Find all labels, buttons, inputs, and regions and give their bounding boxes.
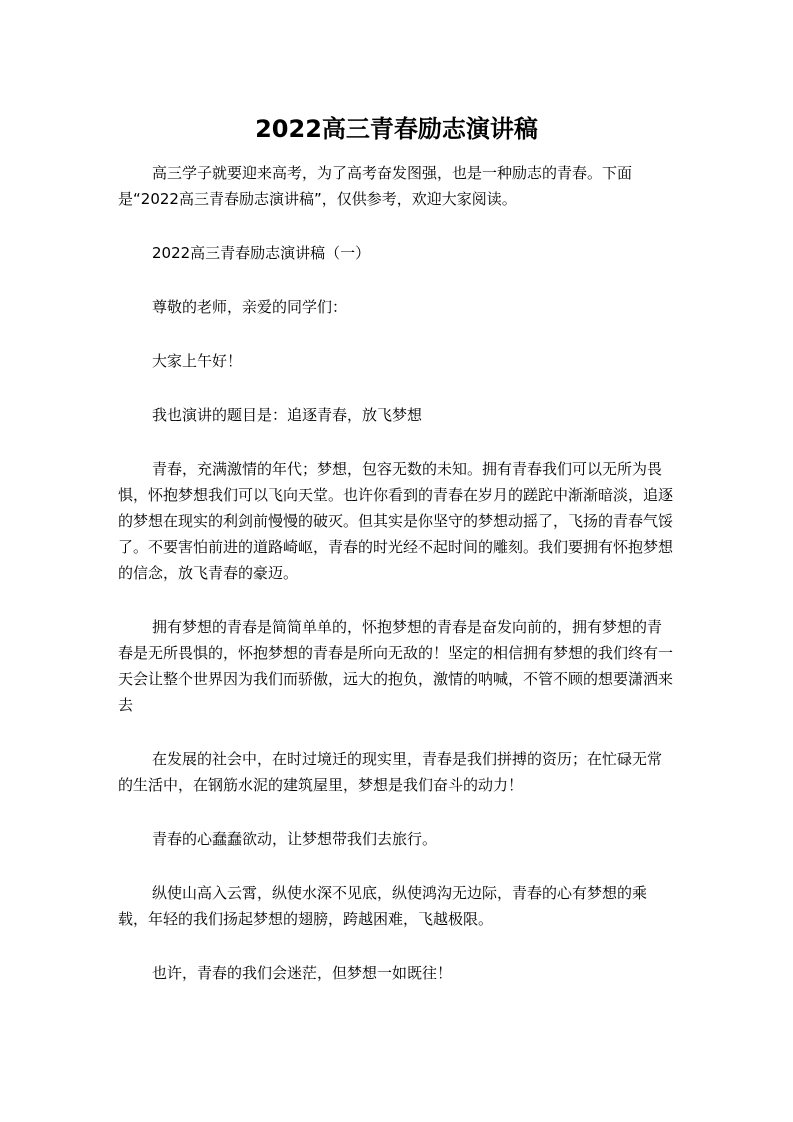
document-title: 2022高三青春励志演讲稿 (255, 115, 538, 143)
intro-paragraph: 高三学子就要迎来高考，为了高考奋发图强，也是一种励志的青春。下面是“2022高三青春励志演讲稿”，仅供参考，欢迎大家阅读。 (118, 164, 633, 208)
greeting: 大家上午好！ (152, 352, 243, 370)
body-paragraph: 在发展的社会中，在时过境迁的现实里，青春是我们拼搏的资历；在忙碌无常的生活中，在钢筋水泥的建筑屋里，梦想是我们奋斗的动力！ (118, 750, 663, 794)
body-paragraph: 拥有梦想的青春是简简单单的，怀抱梦想的青春是奋发向前的，拥有梦想的青春是无所畏惧的，怀抱梦想的青春是所向无敌的！坚定的相信拥有梦想的我们终有一天会让整个世界因为我们而骄傲，远大的抱负，激情的呐喊，不管不顾的想要潇洒来去 (118, 618, 674, 714)
body-paragraph: 也许，青春的我们会迷茫，但梦想一如既往！ (152, 964, 453, 982)
section-heading: 2022高三青春励志演讲稿（一） (152, 244, 371, 262)
body-paragraph: 青春，充满激情的年代；梦想，包容无数的未知。拥有青春我们可以无所为畏惧，怀抱梦想我们可以飞向天堂。也许你看到的青春在岁月的蹉跎中渐渐暗淡，追逐的梦想在现实的利剑前慢慢的破灭。但其实是你坚守的梦想动摇了，飞扬的青春气馁了。不要害怕前进的道路崎岖，青春的时光经不起时间的雕刻。我们要拥有怀抱梦想的信念，放飞青春的豪迈。 (118, 460, 674, 582)
speech-topic: 我也演讲的题目是：追逐青春，放飞梦想 (152, 406, 423, 424)
document-body (118, 160, 674, 986)
body-paragraph: 纵使山高入云霄，纵使水深不见底，纵使鸿沟无边际，青春的心有梦想的乘载，年轻的我们扬起梦想的翅膀，跨越困难，飞越极限。 (118, 884, 648, 928)
salutation: 尊敬的老师，亲爱的同学们： (152, 298, 348, 316)
body-paragraph: 青春的心蠢蠢欲动，让梦想带我们去旅行。 (152, 830, 438, 848)
